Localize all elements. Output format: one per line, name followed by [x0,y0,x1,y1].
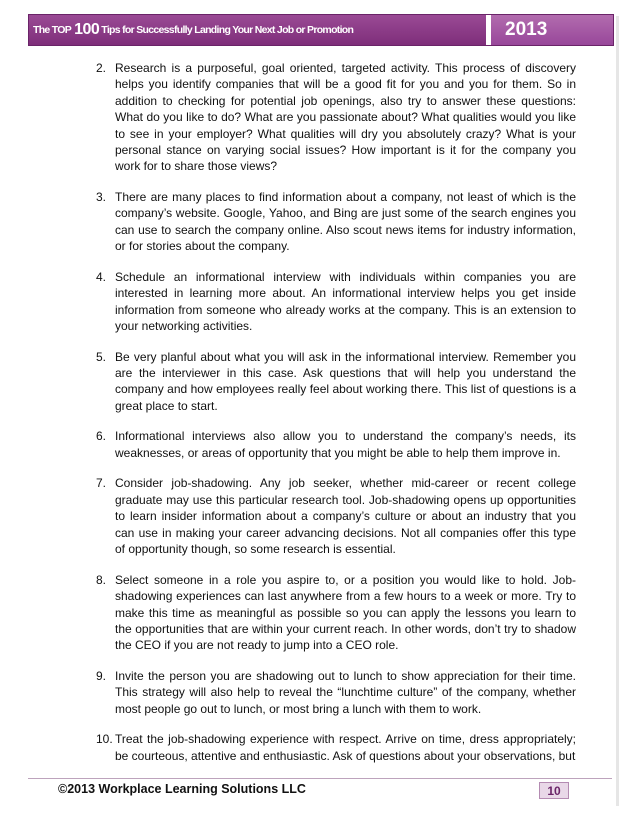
item-text: There are many places to find information about a company, not least of which is the company’s website. Google, Yahoo, and Bing are just some of the search engines you can use to search the company online. Also scout news items for industry information, or for stories about the company. [115,190,576,254]
item-number: 8. [96,572,107,587]
list-item [96,668,576,717]
tips-list [96,60,576,778]
item-number: 4. [96,269,107,284]
list-item [96,428,576,461]
list-item [96,60,576,175]
item-text: Select someone in a role you aspire to, or a position you would like to hold. Job-shadowing experiences can last anywhere from a few hours to a week or more. Try to make this time as meaningful as possible so you can apply the lessons you learn to the opportunities that are within your current reach. In other words, don’t try to shadow the CEO if you are not ready to jump into a CEO role. [115,572,576,653]
item-number: 6. [96,429,107,444]
item-text: Research is a purposeful, goal oriented, targeted activity. This process of discovery helps you identify companies that will be a good fit for you and you for them. So in addition to checking for potential job openings, also try to answer these questions: What do you like to do? What are you passionate about? What qualities would you like to see in your employer? What qualities will dry you absolutely crazy? What is your personal stance on varying social issues? How important is it for the company you work for to share those views? [115,61,576,174]
header-title-prefix: The TOP [33,24,72,36]
footer-divider [28,778,612,779]
item-number: 3. [96,190,107,205]
list-item [96,475,576,557]
page-header [28,14,614,46]
list-item [96,269,576,335]
item-text: Be very planful about what you will ask in the informational interview. Remember you are the interviewer in this case. Ask questions that will help you understand the company and how employees really feel about working there. This list of questions is a great place to start. [115,349,576,413]
header-title-number: 100 [74,21,100,38]
item-number: 9. [96,668,107,683]
header-title-suffix: Tips for Successfully Landing Your Next Job or Promotion [101,24,354,36]
list-item [96,731,576,764]
item-text: Consider job-shadowing. Any job seeker, whether mid-career or recent college graduate may use this particular research tool. Job-shadowing opens up opportunities to learn insider information about a company’s culture or about an industry that you can use in making your career advancing decisions. Not all companies offer this type of opportunity though, so some research is essential. [115,476,576,557]
item-number: 7. [96,476,107,491]
item-number: 10. [96,732,113,747]
header-title [29,15,486,45]
header-year: 2013 [491,15,613,45]
page-shadow [616,16,619,806]
item-number: 2. [96,61,107,75]
list-item [96,349,576,415]
item-text: Informational interviews also allow you to understand the company’s needs, its weaknesses, or areas of opportunity that you might be able to help them improve in. [115,429,576,460]
item-text: Treat the job-shadowing experience with respect. Arrive on time, dress appropriately; be courteous, attentive and enthusiastic. Ask of questions about your observations, but [115,732,576,763]
list-item [96,572,576,654]
item-number: 5. [96,349,107,364]
list-item [96,189,576,255]
page-number: 10 [539,782,569,799]
footer-copyright: ©2013 Workplace Learning Solutions LLC [58,782,306,796]
item-text: Invite the person you are shadowing out to lunch to show appreciation for their time. This strategy will also help to reveal the “lunchtime culture” of the company, whether most people go out to lunch, or most bring a lunch with them to work. [115,668,576,716]
item-text: Schedule an informational interview with individuals within companies you are interested in learning more about. An informational interview helps you get inside information from someone who already works at the company. This is an extension to your networking activities. [115,269,576,334]
